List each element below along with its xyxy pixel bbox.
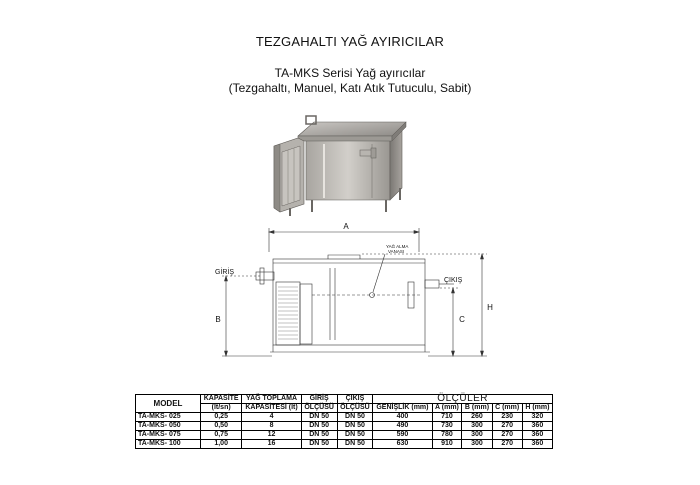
cell-model: TA-MKS- 050 [136,422,201,431]
valve-label-line-2: VANASI [388,249,405,254]
header-model: MODEL [136,395,201,413]
cell-a: 710 [432,413,462,422]
cell-h: 360 [522,431,552,440]
cell-b: 300 [462,422,492,431]
cell-c: 270 [492,422,522,431]
cell-oil: 16 [242,440,301,449]
header-width: GENİŞLİK (mm) [373,404,432,413]
product-photo [268,108,418,220]
header-oil-capacity: YAĞ TOPLAMA [242,395,301,404]
header-outlet-size: ÖLÇÜSÜ [337,404,373,413]
cell-width: 630 [373,440,432,449]
cell-h: 360 [522,440,552,449]
cell-capacity: 0,25 [201,413,242,422]
cell-model: TA-MKS- 075 [136,431,201,440]
table-header-row [136,395,553,404]
cell-inlet: DN 50 [301,431,337,440]
subtitle-line-2: (Tezgahaltı, Manuel, Katı Atık Tutuculu, Sabit) [228,81,472,95]
cell-a: 730 [432,422,462,431]
subtitle-line-1: TA-MKS Serisi Yağ ayırıcılar [274,66,426,80]
cell-width: 490 [373,422,432,431]
inlet-label: GİRİŞ [215,269,235,276]
cell-outlet: DN 50 [337,431,373,440]
cell-capacity: 1,00 [201,440,242,449]
dimension-label-h: H [487,303,493,312]
cell-model: TA-MKS- 025 [136,413,201,422]
cell-a: 780 [432,431,462,440]
cell-capacity: 0,75 [201,431,242,440]
cell-b: 300 [462,431,492,440]
table-row [136,440,553,449]
cell-capacity: 0,50 [201,422,242,431]
table-row [136,413,553,422]
cell-inlet: DN 50 [301,413,337,422]
table-row [136,431,553,440]
header-oil-capacity-unit: KAPASİTESİ (lt) [242,404,301,413]
cell-a: 910 [432,440,462,449]
header-dimensions: ÖLÇÜLER [373,395,553,404]
header-h: H (mm) [522,404,552,413]
dimension-label-b: B [215,315,221,324]
dimension-label-a: A [343,222,349,231]
spec-table [135,394,553,449]
table-row [136,422,553,431]
cell-width: 400 [373,413,432,422]
page-title: TEZGAHALTI YAĞ AYIRICILAR [255,34,445,49]
technical-drawing [200,222,500,367]
cell-c: 230 [492,413,522,422]
outlet-label: ÇIKIŞ [444,277,463,284]
cell-h: 320 [522,413,552,422]
header-c: C (mm) [492,404,522,413]
cell-b: 300 [462,440,492,449]
dimension-label-c: C [459,315,465,324]
page-subtitle [0,66,700,96]
cell-outlet: DN 50 [337,413,373,422]
header-b: B (mm) [462,404,492,413]
cell-oil: 8 [242,422,301,431]
cell-h: 360 [522,422,552,431]
cell-inlet: DN 50 [301,440,337,449]
header-capacity: KAPASİTE [201,395,242,404]
cell-oil: 12 [242,431,301,440]
header-inlet: GİRİŞ [301,395,337,404]
cell-outlet: DN 50 [337,440,373,449]
header-a: A (mm) [432,404,462,413]
cell-c: 270 [492,431,522,440]
cell-inlet: DN 50 [301,422,337,431]
cell-model: TA-MKS- 100 [136,440,201,449]
header-capacity-unit: (lt/sn) [201,404,242,413]
cell-c: 270 [492,440,522,449]
valve-label-line-1: YAĞ ALMA [386,244,409,249]
cell-oil: 4 [242,413,301,422]
cell-b: 260 [462,413,492,422]
header-inlet-size: ÖLÇÜSÜ [301,404,337,413]
cell-outlet: DN 50 [337,422,373,431]
header-outlet: ÇIKIŞ [337,395,373,404]
cell-width: 590 [373,431,432,440]
